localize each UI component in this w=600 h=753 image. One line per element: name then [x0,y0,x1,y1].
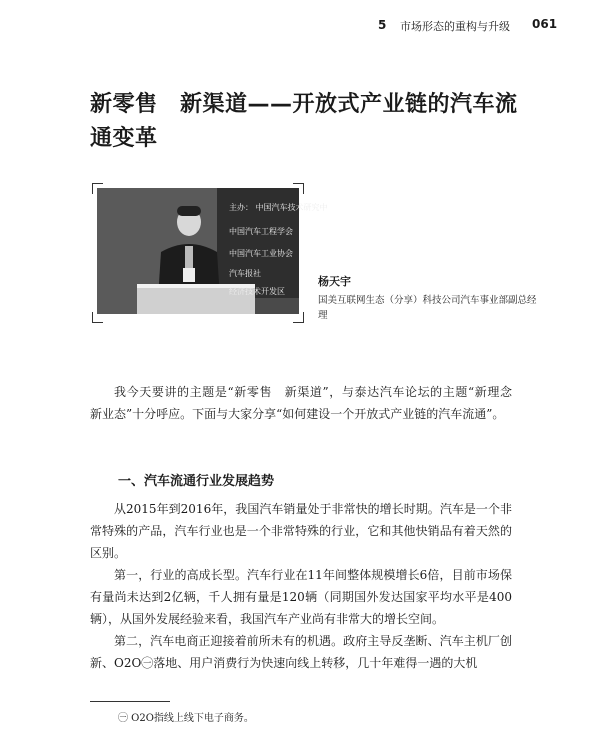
running-header [0,14,600,38]
paragraph: 从2015年到2016年，我国汽车销量处于非常快的增长时期。汽车是一个非常特殊的产品，汽车行业也是一个非常特殊的行业，它和其他快销品有着天然的区别。 [90,502,512,560]
footnote-divider [90,701,170,702]
speaker-photo [97,188,328,314]
intro-paragraph-block [90,381,525,425]
section-title: 市场形态的重构与升级 [400,20,510,33]
page-number: 061 [532,17,558,31]
intro-paragraph: 我今天要讲的主题是“新零售 新渠道”，与泰达汽车论坛的主题“新理念 新业态”十分呼应。下面与大家分享“如何建设一个开放式产业链的汽车流通”。 [90,385,525,421]
speaker-role: 国美互联网生态（分享）科技公司汽车事业部副总经理 [318,295,537,321]
backdrop-text: 汽车报社 [229,269,261,278]
backdrop-text: 中国汽车工业协会 [229,249,293,258]
section-body [90,498,512,674]
section-heading: 一、汽车流通行业发展趋势 [118,474,275,489]
paragraph: 第一，行业的高成长型。汽车行业在11年间整体规模增长6倍，目前市场保有量尚未达到2亿辆，千人拥有量是120辆（同期国外发达国家平均水平是400辆），从国外发展经验来看，我国汽车产业尚有非常大的增长空间。 [90,568,512,626]
backdrop-text: 主办： 中国汽车技术研究中 [229,203,328,212]
speaker-photo-frame [92,183,328,323]
backdrop-text: 经济技术开发区 [229,287,285,296]
paragraph: 第二，汽车电商正迎接着前所未有的机遇。政府主导反垄断、汽车主机厂创新、O2O㊀落地、用户消费行为快速向线上转移，几十年难得一遇的大机 [90,634,512,670]
speaker-info [318,273,538,323]
backdrop-text: 中国汽车工程学会 [229,227,293,236]
article-title: 新零售 新渠道——开放式产业链的汽车流通变革 [90,92,518,151]
speaker-name: 杨天宇 [318,275,351,288]
chapter-number: 5 [378,18,387,32]
footnote: ㊀ O2O指线上线下电子商务。 [118,713,254,724]
